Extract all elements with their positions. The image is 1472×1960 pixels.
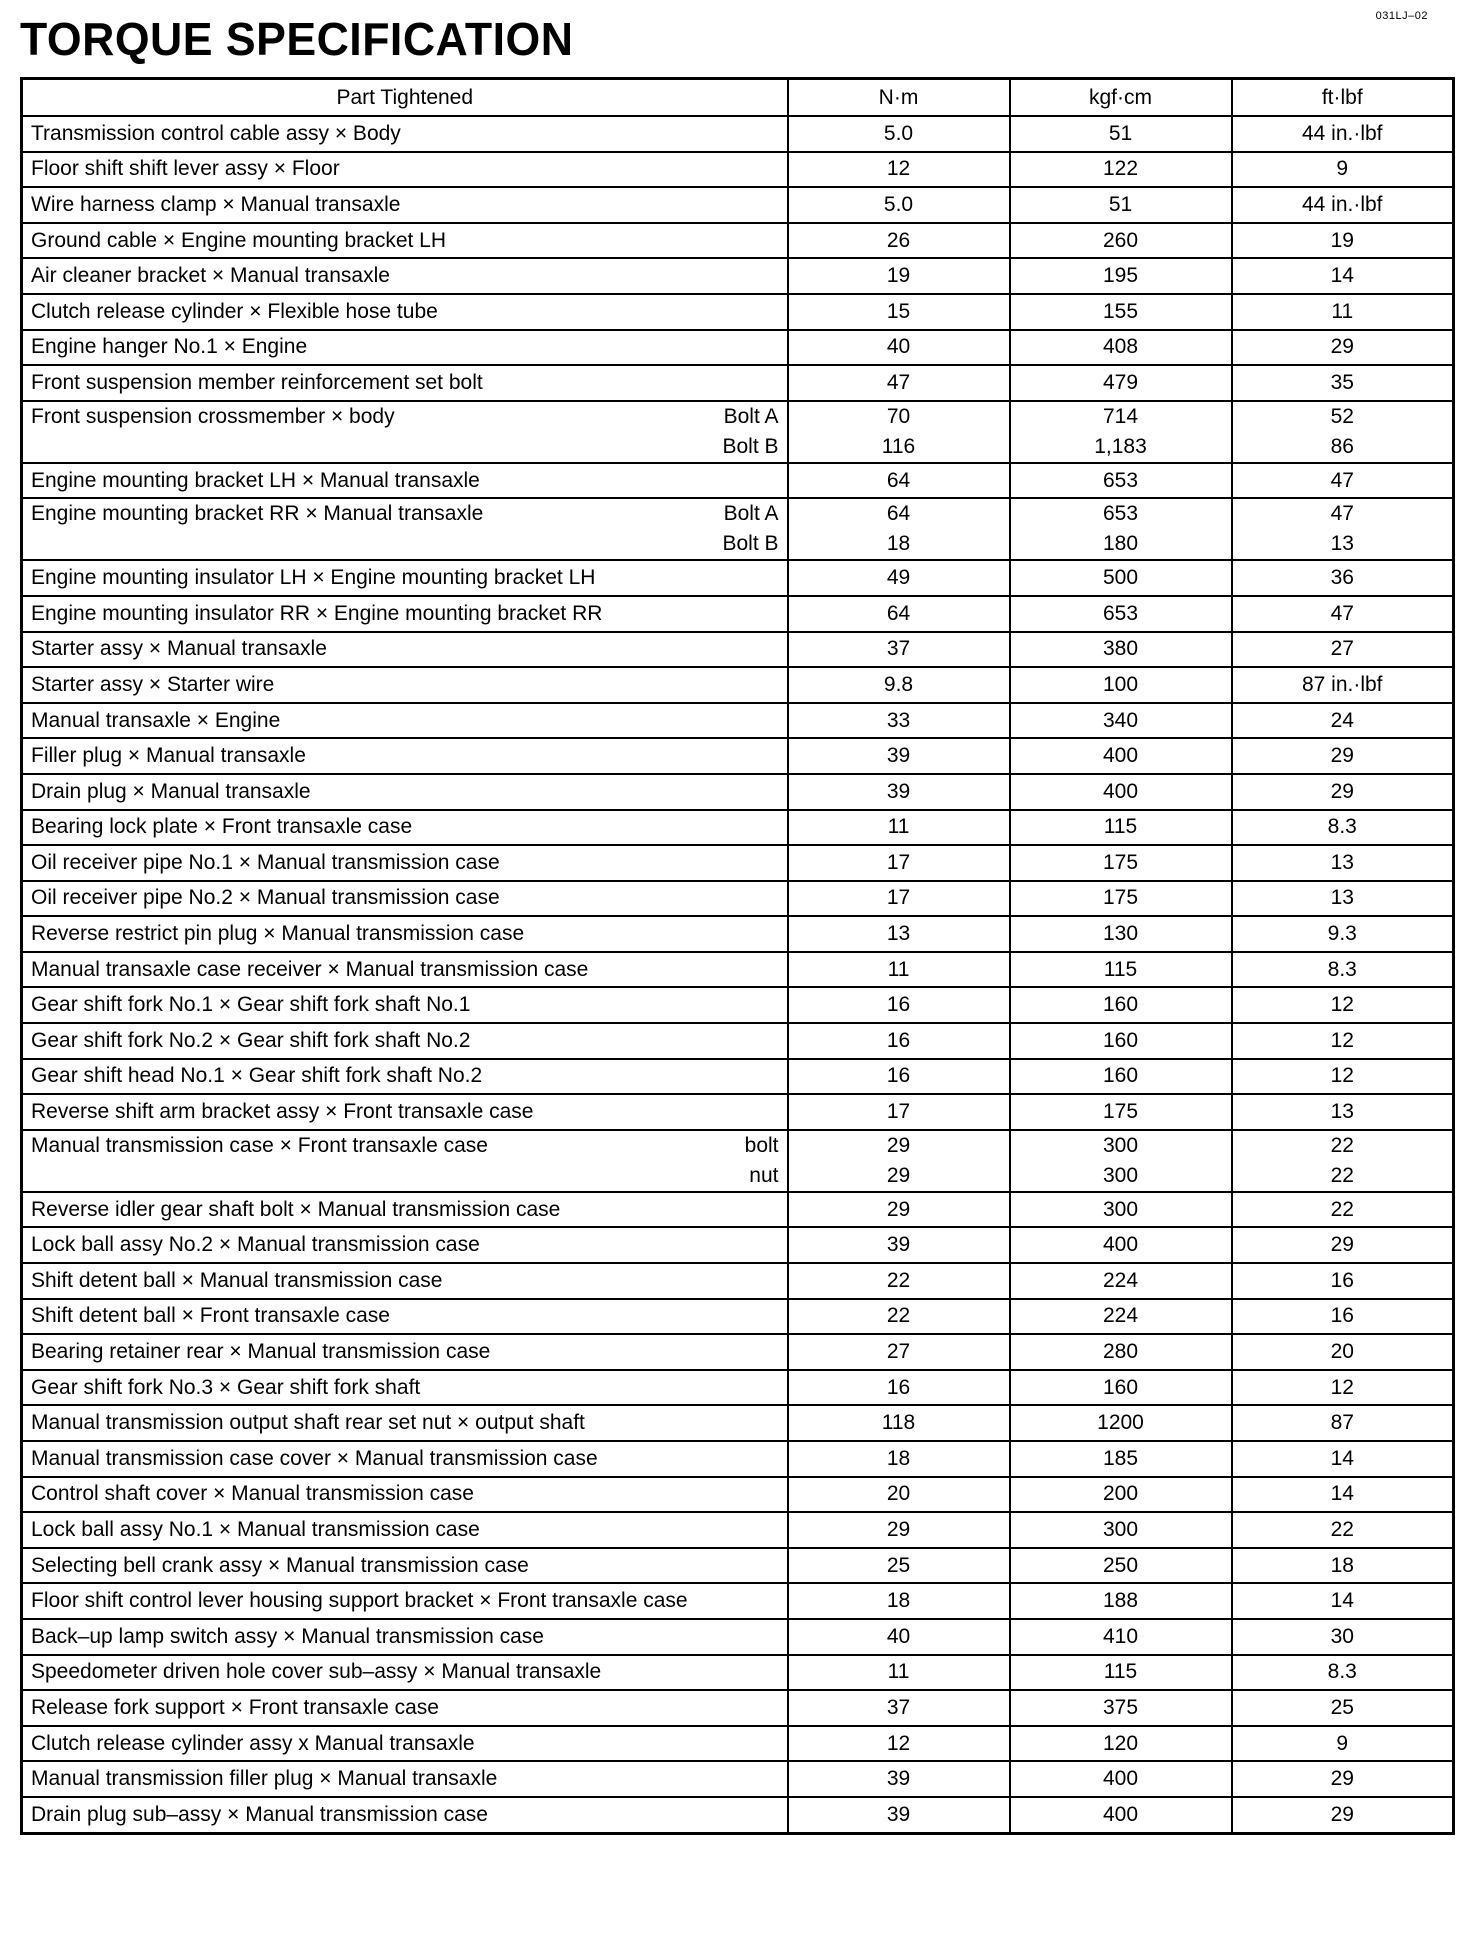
nm-cell: 17 (788, 845, 1010, 881)
fastener-label: Bolt B (722, 434, 779, 458)
ftlbf-cell: 9 (1232, 152, 1454, 188)
nm-cell: 64 (788, 463, 1010, 499)
ftlbf-cell: 87 (1232, 1405, 1454, 1441)
kgfcm-cell (1010, 1130, 1232, 1192)
ftlbf-cell: 12 (1232, 1023, 1454, 1059)
nm-cell-value: 64 (886, 502, 911, 526)
nm-cell: 33 (788, 703, 1010, 739)
kgfcm-cell: 51 (1010, 187, 1232, 223)
kgfcm-cell: 400 (1010, 1797, 1232, 1833)
kgfcm-cell: 400 (1010, 1761, 1232, 1797)
ftlbf-cell: 25 (1232, 1690, 1454, 1726)
part-name: Manual transmission case × Front transaxle case (31, 1133, 488, 1157)
nm-cell: 37 (788, 632, 1010, 668)
table-row (22, 1370, 1454, 1406)
ftlbf-cell: 14 (1232, 1477, 1454, 1513)
part-cell: Floor shift shift lever assy × Floor (22, 152, 788, 188)
kgfcm-cell: 160 (1010, 987, 1232, 1023)
ftlbf-cell: 9 (1232, 1726, 1454, 1762)
table-row (22, 1441, 1454, 1477)
table-row (22, 294, 1454, 330)
nm-cell: 49 (788, 560, 1010, 596)
kgfcm-cell: 51 (1010, 116, 1232, 152)
nm-cell: 5.0 (788, 187, 1010, 223)
nm-cell: 40 (788, 1619, 1010, 1655)
kgfcm-cell: 130 (1010, 916, 1232, 952)
ftlbf-cell: 14 (1232, 258, 1454, 294)
nm-cell: 40 (788, 330, 1010, 366)
part-cell: Engine mounting insulator LH × Engine mounting bracket LH (22, 560, 788, 596)
nm-cell: 19 (788, 258, 1010, 294)
nm-cell: 37 (788, 1690, 1010, 1726)
nm-cell (788, 1130, 1010, 1192)
ftlbf-cell: 13 (1232, 845, 1454, 881)
ftlbf-cell: 29 (1232, 738, 1454, 774)
table-row (22, 881, 1454, 917)
kgfcm-cell: 400 (1010, 738, 1232, 774)
table-row (22, 987, 1454, 1023)
kgfcm-cell: 175 (1010, 1094, 1232, 1130)
part-cell: Engine mounting insulator RR × Engine mounting bracket RR (22, 596, 788, 632)
table-row (22, 952, 1454, 988)
part-cell: Selecting bell crank assy × Manual transmission case (22, 1548, 788, 1584)
ftlbf-cell: 35 (1232, 365, 1454, 401)
kgfcm-cell: 1200 (1010, 1405, 1232, 1441)
ftlbf-cell: 12 (1232, 1059, 1454, 1095)
ftlbf-cell: 16 (1232, 1299, 1454, 1335)
part-cell: Manual transaxle case receiver × Manual transmission case (22, 952, 788, 988)
kgfcm-cell: 100 (1010, 667, 1232, 703)
table-row (22, 667, 1454, 703)
part-cell: Transmission control cable assy × Body (22, 116, 788, 152)
table-body (22, 116, 1454, 1833)
table-row (22, 1655, 1454, 1691)
part-cell (22, 1130, 788, 1192)
kgfcm-cell-value: 714 (1102, 404, 1139, 428)
kgfcm-cell: 115 (1010, 952, 1232, 988)
nm-cell: 22 (788, 1263, 1010, 1299)
nm-cell: 17 (788, 1094, 1010, 1130)
ftlbf-cell: 24 (1232, 703, 1454, 739)
ftlbf-cell: 22 (1232, 1512, 1454, 1548)
table-row (22, 187, 1454, 223)
nm-cell-value: 116 (881, 434, 916, 458)
nm-cell: 18 (788, 1441, 1010, 1477)
kgfcm-cell: 175 (1010, 881, 1232, 917)
table-header-row (22, 79, 1454, 117)
part-cell: Ground cable × Engine mounting bracket LH (22, 223, 788, 259)
nm-cell: 39 (788, 1761, 1010, 1797)
table-row (22, 1227, 1454, 1263)
part-cell: Starter assy × Manual transaxle (22, 632, 788, 668)
table-row (22, 365, 1454, 401)
nm-cell: 15 (788, 294, 1010, 330)
kgfcm-cell-value: 300 (1102, 1133, 1139, 1157)
nm-cell: 13 (788, 916, 1010, 952)
nm-cell: 16 (788, 1370, 1010, 1406)
ftlbf-cell: 8.3 (1232, 952, 1454, 988)
ftlbf-cell-value: 47 (1330, 502, 1354, 526)
ftlbf-cell-value: 22 (1330, 1133, 1354, 1157)
part-cell: Reverse shift arm bracket assy × Front transaxle case (22, 1094, 788, 1130)
nm-cell: 12 (788, 1726, 1010, 1762)
nm-cell: 22 (788, 1299, 1010, 1335)
ftlbf-cell: 30 (1232, 1619, 1454, 1655)
page-code: 031LJ–02 (1375, 10, 1428, 22)
ftlbf-cell: 8.3 (1232, 810, 1454, 846)
page-title: TORQUE SPECIFICATION (20, 13, 574, 65)
kgfcm-cell: 653 (1010, 463, 1232, 499)
table-row (22, 560, 1454, 596)
nm-cell: 29 (788, 1192, 1010, 1228)
part-cell: Bearing lock plate × Front transaxle case (22, 810, 788, 846)
nm-cell: 11 (788, 810, 1010, 846)
table-row (22, 1548, 1454, 1584)
kgfcm-cell: 410 (1010, 1619, 1232, 1655)
part-cell: Gear shift fork No.2 × Gear shift fork shaft No.2 (22, 1023, 788, 1059)
ftlbf-cell: 14 (1232, 1583, 1454, 1619)
table-row (22, 498, 1454, 560)
part-cell: Manual transaxle × Engine (22, 703, 788, 739)
fastener-label: bolt (744, 1133, 779, 1157)
part-cell: Reverse idler gear shaft bolt × Manual transmission case (22, 1192, 788, 1228)
part-name: Engine mounting bracket RR × Manual transaxle (31, 502, 484, 526)
nm-cell: 39 (788, 1797, 1010, 1833)
table-row (22, 810, 1454, 846)
ftlbf-cell: 29 (1232, 1227, 1454, 1263)
table-row (22, 463, 1454, 499)
nm-cell: 9.8 (788, 667, 1010, 703)
part-cell: Bearing retainer rear × Manual transmission case (22, 1334, 788, 1370)
ftlbf-cell-value: 86 (1330, 434, 1354, 458)
kgfcm-cell (1010, 401, 1232, 463)
kgfcm-cell: 340 (1010, 703, 1232, 739)
table-row (22, 1726, 1454, 1762)
part-cell: Starter assy × Starter wire (22, 667, 788, 703)
nm-cell: 25 (788, 1548, 1010, 1584)
kgfcm-cell: 195 (1010, 258, 1232, 294)
column-header-part: Part Tightened (22, 79, 788, 117)
table-row (22, 1512, 1454, 1548)
kgfcm-cell-value: 300 (1102, 1163, 1139, 1187)
part-cell (22, 498, 788, 560)
kgfcm-cell: 250 (1010, 1548, 1232, 1584)
ftlbf-cell: 8.3 (1232, 1655, 1454, 1691)
table-row (22, 1334, 1454, 1370)
table-row (22, 1619, 1454, 1655)
kgfcm-cell: 500 (1010, 560, 1232, 596)
table-row (22, 1094, 1454, 1130)
table-row (22, 738, 1454, 774)
table-row (22, 1405, 1454, 1441)
part-cell: Oil receiver pipe No.2 × Manual transmission case (22, 881, 788, 917)
nm-cell: 64 (788, 596, 1010, 632)
table-row (22, 1761, 1454, 1797)
part-cell: Wire harness clamp × Manual transaxle (22, 187, 788, 223)
fastener-label: Bolt A (723, 404, 779, 428)
table-row (22, 152, 1454, 188)
nm-cell (788, 401, 1010, 463)
table-row (22, 1299, 1454, 1335)
column-header-nm: N·m (788, 79, 1010, 117)
table-row (22, 116, 1454, 152)
part-cell: Reverse restrict pin plug × Manual transmission case (22, 916, 788, 952)
nm-cell: 20 (788, 1477, 1010, 1513)
kgfcm-cell: 115 (1010, 810, 1232, 846)
ftlbf-cell: 9.3 (1232, 916, 1454, 952)
table-row (22, 1797, 1454, 1833)
table-row (22, 1477, 1454, 1513)
nm-cell: 27 (788, 1334, 1010, 1370)
table-row (22, 1059, 1454, 1095)
nm-cell: 26 (788, 223, 1010, 259)
part-cell: Engine hanger No.1 × Engine (22, 330, 788, 366)
nm-cell: 11 (788, 1655, 1010, 1691)
nm-cell-value: 29 (886, 1133, 911, 1157)
kgfcm-cell: 375 (1010, 1690, 1232, 1726)
part-cell (22, 401, 788, 463)
nm-cell (788, 498, 1010, 560)
kgfcm-cell: 408 (1010, 330, 1232, 366)
nm-cell-value: 29 (886, 1163, 911, 1187)
part-cell: Release fork support × Front transaxle case (22, 1690, 788, 1726)
fastener-label: nut (749, 1163, 779, 1187)
ftlbf-cell: 20 (1232, 1334, 1454, 1370)
kgfcm-cell: 280 (1010, 1334, 1232, 1370)
part-cell: Clutch release cylinder assy x Manual transaxle (22, 1726, 788, 1762)
ftlbf-cell (1232, 401, 1454, 463)
kgfcm-cell: 122 (1010, 152, 1232, 188)
ftlbf-cell: 13 (1232, 881, 1454, 917)
kgfcm-cell: 224 (1010, 1263, 1232, 1299)
table-row (22, 845, 1454, 881)
kgfcm-cell: 400 (1010, 1227, 1232, 1263)
kgfcm-cell: 300 (1010, 1512, 1232, 1548)
part-cell: Oil receiver pipe No.1 × Manual transmission case (22, 845, 788, 881)
ftlbf-cell: 47 (1232, 463, 1454, 499)
ftlbf-cell-value: 13 (1330, 532, 1354, 556)
kgfcm-cell: 260 (1010, 223, 1232, 259)
fastener-label: Bolt B (722, 532, 779, 556)
table-row (22, 1130, 1454, 1192)
table-row (22, 258, 1454, 294)
nm-cell-value: 70 (886, 404, 911, 428)
kgfcm-cell: 175 (1010, 845, 1232, 881)
kgfcm-cell-value: 653 (1102, 502, 1139, 526)
part-cell: Manual transmission filler plug × Manual transaxle (22, 1761, 788, 1797)
part-cell: Speedometer driven hole cover sub–assy × Manual transaxle (22, 1655, 788, 1691)
ftlbf-cell: 44 in.·lbf (1232, 187, 1454, 223)
kgfcm-cell: 200 (1010, 1477, 1232, 1513)
part-cell: Lock ball assy No.1 × Manual transmission case (22, 1512, 788, 1548)
kgfcm-cell: 300 (1010, 1192, 1232, 1228)
part-cell: Manual transmission case cover × Manual transmission case (22, 1441, 788, 1477)
part-cell: Shift detent ball × Front transaxle case (22, 1299, 788, 1335)
part-cell: Front suspension member reinforcement set bolt (22, 365, 788, 401)
kgfcm-cell (1010, 498, 1232, 560)
nm-cell: 47 (788, 365, 1010, 401)
part-cell: Drain plug sub–assy × Manual transmission case (22, 1797, 788, 1833)
ftlbf-cell: 36 (1232, 560, 1454, 596)
part-cell: Gear shift fork No.1 × Gear shift fork shaft No.1 (22, 987, 788, 1023)
ftlbf-cell: 29 (1232, 1797, 1454, 1833)
kgfcm-cell: 224 (1010, 1299, 1232, 1335)
kgfcm-cell: 188 (1010, 1583, 1232, 1619)
table-row (22, 596, 1454, 632)
ftlbf-cell: 14 (1232, 1441, 1454, 1477)
part-cell: Shift detent ball × Manual transmission case (22, 1263, 788, 1299)
nm-cell: 12 (788, 152, 1010, 188)
nm-cell: 39 (788, 738, 1010, 774)
kgfcm-cell: 479 (1010, 365, 1232, 401)
table-row (22, 774, 1454, 810)
ftlbf-cell: 27 (1232, 632, 1454, 668)
ftlbf-cell-value: 52 (1330, 404, 1354, 428)
ftlbf-cell: 13 (1232, 1094, 1454, 1130)
kgfcm-cell: 185 (1010, 1441, 1232, 1477)
nm-cell: 16 (788, 1023, 1010, 1059)
nm-cell: 118 (788, 1405, 1010, 1441)
ftlbf-cell: 87 in.·lbf (1232, 667, 1454, 703)
part-cell: Back–up lamp switch assy × Manual transmission case (22, 1619, 788, 1655)
ftlbf-cell: 19 (1232, 223, 1454, 259)
ftlbf-cell (1232, 498, 1454, 560)
ftlbf-cell: 12 (1232, 1370, 1454, 1406)
ftlbf-cell (1232, 1130, 1454, 1192)
ftlbf-cell: 12 (1232, 987, 1454, 1023)
part-cell: Manual transmission output shaft rear set nut × output shaft (22, 1405, 788, 1441)
part-cell: Filler plug × Manual transaxle (22, 738, 788, 774)
column-header-ftlbf: ft·lbf (1232, 79, 1454, 117)
part-cell: Engine mounting bracket LH × Manual transaxle (22, 463, 788, 499)
kgfcm-cell: 160 (1010, 1370, 1232, 1406)
ftlbf-cell: 18 (1232, 1548, 1454, 1584)
table-row (22, 1263, 1454, 1299)
part-name: Front suspension crossmember × body (31, 404, 395, 428)
kgfcm-cell: 380 (1010, 632, 1232, 668)
kgfcm-cell: 160 (1010, 1023, 1232, 1059)
ftlbf-cell: 11 (1232, 294, 1454, 330)
ftlbf-cell: 44 in.·lbf (1232, 116, 1454, 152)
nm-cell: 5.0 (788, 116, 1010, 152)
kgfcm-cell: 120 (1010, 1726, 1232, 1762)
part-cell: Air cleaner bracket × Manual transaxle (22, 258, 788, 294)
nm-cell-value: 18 (886, 532, 911, 556)
nm-cell: 11 (788, 952, 1010, 988)
column-header-kgfcm: kgf·cm (1010, 79, 1232, 117)
part-cell: Gear shift fork No.3 × Gear shift fork shaft (22, 1370, 788, 1406)
table-row (22, 1690, 1454, 1726)
table-row (22, 330, 1454, 366)
table-row (22, 703, 1454, 739)
part-cell: Gear shift head No.1 × Gear shift fork shaft No.2 (22, 1059, 788, 1095)
nm-cell: 39 (788, 1227, 1010, 1263)
ftlbf-cell: 22 (1232, 1192, 1454, 1228)
part-cell: Floor shift control lever housing support bracket × Front transaxle case (22, 1583, 788, 1619)
kgfcm-cell-value: 180 (1102, 532, 1139, 556)
nm-cell: 16 (788, 987, 1010, 1023)
table-row (22, 632, 1454, 668)
ftlbf-cell-value: 22 (1330, 1163, 1354, 1187)
nm-cell: 18 (788, 1583, 1010, 1619)
ftlbf-cell: 16 (1232, 1263, 1454, 1299)
torque-spec-table (20, 77, 1455, 1835)
fastener-label: Bolt A (723, 502, 779, 526)
table-row (22, 1583, 1454, 1619)
part-cell: Drain plug × Manual transaxle (22, 774, 788, 810)
nm-cell: 16 (788, 1059, 1010, 1095)
kgfcm-cell: 115 (1010, 1655, 1232, 1691)
ftlbf-cell: 29 (1232, 1761, 1454, 1797)
kgfcm-cell: 653 (1010, 596, 1232, 632)
part-cell: Lock ball assy No.2 × Manual transmission case (22, 1227, 788, 1263)
ftlbf-cell: 47 (1232, 596, 1454, 632)
table-row (22, 401, 1454, 463)
table-row (22, 223, 1454, 259)
nm-cell: 39 (788, 774, 1010, 810)
table-row (22, 916, 1454, 952)
table-row (22, 1192, 1454, 1228)
ftlbf-cell: 29 (1232, 774, 1454, 810)
ftlbf-cell: 29 (1232, 330, 1454, 366)
part-cell: Clutch release cylinder × Flexible hose tube (22, 294, 788, 330)
kgfcm-cell: 400 (1010, 774, 1232, 810)
kgfcm-cell: 160 (1010, 1059, 1232, 1095)
kgfcm-cell-value: 1,183 (1094, 434, 1147, 458)
nm-cell: 29 (788, 1512, 1010, 1548)
kgfcm-cell: 155 (1010, 294, 1232, 330)
part-cell: Control shaft cover × Manual transmission case (22, 1477, 788, 1513)
nm-cell: 17 (788, 881, 1010, 917)
table-row (22, 1023, 1454, 1059)
